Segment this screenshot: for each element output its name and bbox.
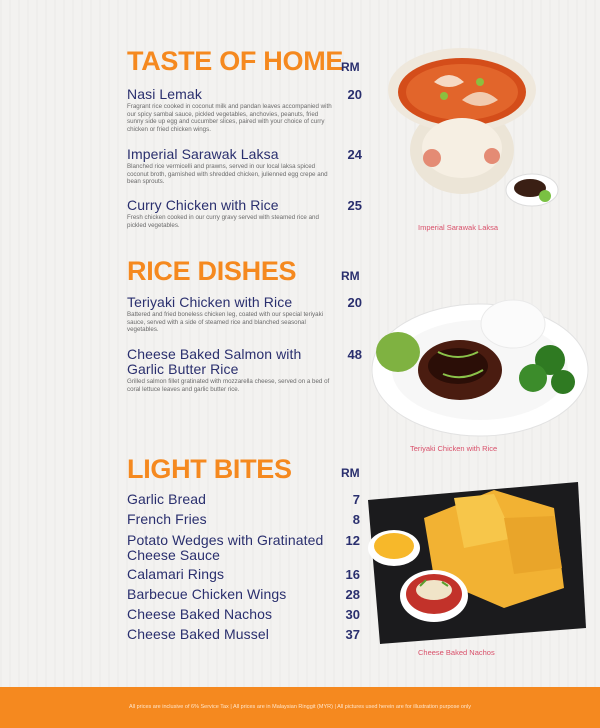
item-price: 7: [352, 492, 360, 507]
menu-item: [127, 492, 360, 508]
footer-bar: [0, 687, 600, 728]
section-title-rice-dishes: RICE DISHES: [127, 256, 297, 286]
menu-item: [127, 512, 360, 528]
item-description: Fresh chicken cooked in our curry gravy served with steamed rice and pickled vegetables.: [127, 214, 319, 229]
item-name: Barbecue Chicken Wings: [127, 586, 287, 602]
item-name: Cheese Baked Salmon with Garlic Butter Rice: [127, 346, 302, 377]
laksa-claypot-photo: [362, 30, 562, 220]
item-description: Grilled salmon fillet gratinated with mozzarella cheese, served on a bed of coral lettuce leaves and garlic butter rice.: [127, 378, 330, 393]
item-name: Nasi Lemak: [127, 86, 202, 102]
item-price: 8: [352, 512, 360, 527]
section-title-taste-of-home: TASTE OF HOME: [127, 46, 344, 76]
photo-caption: Imperial Sarawak Laksa: [418, 223, 499, 232]
menu-item: [127, 627, 360, 643]
section-title-light-bites: LIGHT BITES: [127, 454, 292, 484]
item-name: Cheese Baked Mussel: [127, 626, 269, 642]
item-name: Garlic Bread: [127, 491, 207, 507]
currency-header: RM: [341, 466, 360, 480]
item-description: Fragrant rice cooked in coconut milk and pandan leaves accompanied with our spicy sambal sauce, pickled vegetables, anchovies, peanuts, fried sunny side up egg and cucumber slices, paired with your choice of curry chicken or fried chicken wings.: [127, 103, 332, 133]
item-price: 48: [347, 347, 362, 362]
item-description: Battered and fried boneless chicken leg, coated with our special teriyaki sauce, served with a side of steamed rice and blanched seasonal vegetables.: [127, 311, 324, 334]
item-name: Curry Chicken with Rice: [127, 197, 279, 213]
item-price: 12: [345, 533, 360, 548]
currency-header: RM: [341, 269, 360, 283]
item-price: 24: [347, 147, 362, 162]
menu-item: [127, 532, 360, 563]
item-description: Blanched rice vermicelli and prawns, served in our local laksa spiced coconut broth, garnished with shredded chicken, julienned egg crepe and bean sprouts.: [127, 163, 328, 186]
footer-disclaimer: All prices are inclusive of 6% Service Tax | All prices are in Malaysian Ringgit (MYR) | All pictures used herein are for illustration purpose only: [128, 704, 472, 710]
item-name: Potato Wedges with Gratinated Cheese Sauce: [127, 532, 324, 563]
menu-item: [127, 567, 360, 583]
menu-item: [127, 587, 360, 603]
menu-item: [127, 295, 362, 334]
item-name: Calamari Rings: [127, 566, 225, 582]
menu-item: [127, 147, 362, 186]
item-name: Imperial Sarawak Laksa: [127, 146, 279, 162]
item-price: 20: [347, 87, 362, 102]
currency-header: RM: [341, 60, 360, 74]
menu-item: [127, 607, 360, 623]
item-name: French Fries: [127, 511, 207, 527]
item-name: Cheese Baked Nachos: [127, 606, 273, 622]
item-name: Teriyaki Chicken with Rice: [127, 294, 293, 310]
nachos-slate-photo: [364, 478, 590, 646]
menu-item: [127, 198, 362, 229]
item-price: 16: [345, 567, 360, 582]
item-price: 20: [347, 295, 362, 310]
photo-caption: Cheese Baked Nachos: [418, 648, 495, 657]
photo-caption: Teriyaki Chicken with Rice: [410, 444, 498, 453]
item-price: 28: [345, 587, 360, 602]
menu-item: [127, 87, 362, 133]
item-price: 37: [345, 627, 360, 642]
item-price: 25: [347, 198, 362, 213]
teriyaki-plate-photo: [368, 282, 596, 442]
item-price: 30: [345, 607, 360, 622]
menu-item: [127, 347, 362, 393]
